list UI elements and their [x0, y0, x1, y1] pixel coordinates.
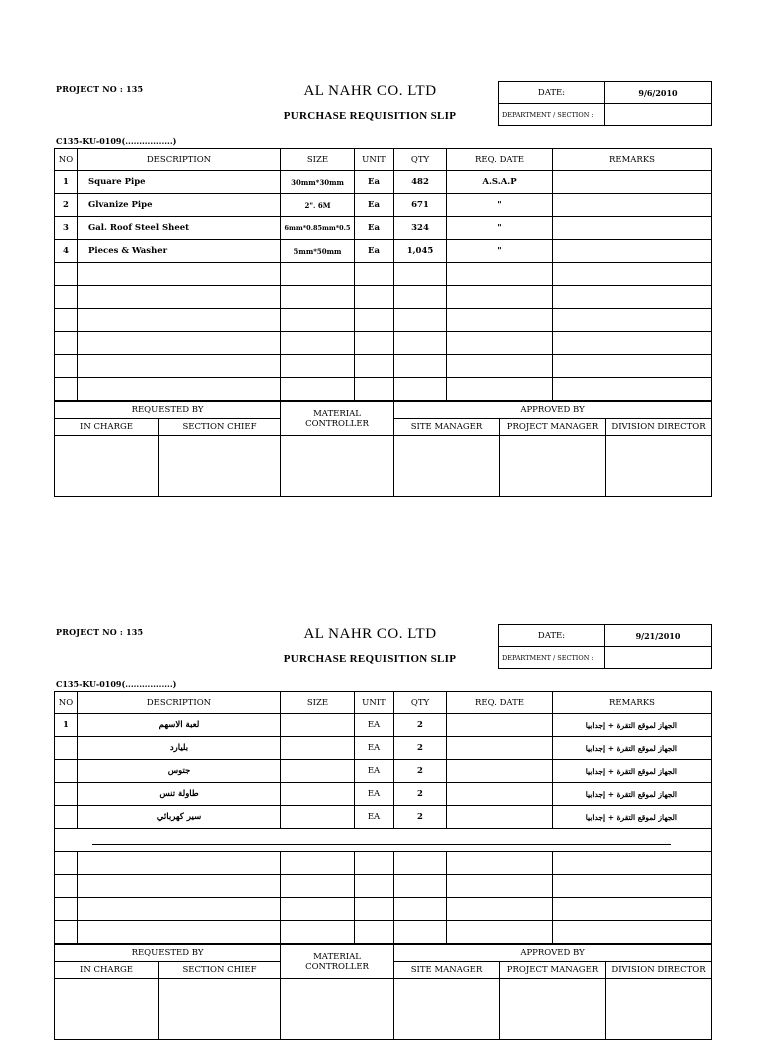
cell-no: 4 — [55, 240, 78, 263]
table-header-row — [55, 149, 712, 171]
cell-remarks: الجهاز لموقع التقرة + إجدابيا — [553, 714, 712, 737]
material-controller-signature[interactable] — [281, 436, 394, 497]
cell-description: جتوس — [78, 760, 281, 783]
cell-remarks: الجهاز لموقع التقرة + إجدابيا — [553, 737, 712, 760]
table-row-empty — [55, 852, 712, 875]
cell-description: Glvanize Pipe — [78, 194, 281, 217]
cell-no: 3 — [55, 217, 78, 240]
requisition-code: C135-KU-0109(.................) — [56, 136, 177, 146]
cell-req-date — [447, 783, 553, 806]
slip-title: PURCHASE REQUISITION SLIP — [283, 653, 457, 665]
table-row — [55, 783, 712, 806]
table-row — [55, 737, 712, 760]
cell-size — [281, 806, 355, 829]
cell-unit: Ea — [355, 194, 394, 217]
header-unit: UNIT — [355, 149, 394, 171]
section-chief-label: SECTION CHIEF — [159, 419, 281, 436]
slip-title: PURCHASE REQUISITION SLIP — [283, 110, 457, 122]
site-manager-signature[interactable] — [394, 436, 500, 497]
date-value[interactable]: 9/21/2010 — [605, 625, 712, 647]
cell-unit: EA — [355, 760, 394, 783]
cell-req-date — [447, 806, 553, 829]
header-unit: UNIT — [355, 692, 394, 714]
signature-boxes — [55, 436, 712, 497]
cell-size — [281, 783, 355, 806]
table-row — [55, 240, 712, 263]
cell-req-date: " — [447, 194, 553, 217]
cell-no — [55, 760, 78, 783]
section-chief-label: SECTION CHIEF — [159, 962, 281, 979]
cell-description: بليارد — [78, 737, 281, 760]
division-director-label: DIVISION DIRECTOR — [606, 419, 712, 436]
table-row — [55, 217, 712, 240]
project-manager-label: PROJECT MANAGER — [500, 419, 606, 436]
cell-description: سير كهربائي — [78, 806, 281, 829]
cell-qty: 2 — [394, 714, 447, 737]
company-name: AL NAHR CO. LTD — [303, 626, 437, 642]
cell-qty: 2 — [394, 783, 447, 806]
project-manager-signature[interactable] — [500, 979, 606, 1040]
department-label: DEPARTMENT / SECTION : — [499, 104, 605, 126]
cell-qty: 2 — [394, 806, 447, 829]
department-value[interactable] — [605, 104, 712, 126]
cell-req-date — [447, 760, 553, 783]
cell-remarks: الجهاز لموقع التقرة + إجدابيا — [553, 783, 712, 806]
header-description: DESCRIPTION — [78, 692, 281, 714]
cell-remarks — [553, 171, 712, 194]
table-row-empty — [55, 875, 712, 898]
cell-description: Pieces & Washer — [78, 240, 281, 263]
cell-no: 2 — [55, 194, 78, 217]
cell-size: 5mm*50mm — [281, 240, 355, 263]
cell-qty: 671 — [394, 194, 447, 217]
approved-by-label: APPROVED BY — [394, 945, 712, 962]
table-row-empty — [55, 355, 712, 378]
cell-qty: 324 — [394, 217, 447, 240]
table-row-empty — [55, 332, 712, 355]
cell-size: 2". 6M — [281, 194, 355, 217]
cell-description: طاولة تنس — [78, 783, 281, 806]
date-department-box — [498, 81, 712, 126]
cell-remarks — [553, 194, 712, 217]
cell-unit: EA — [355, 714, 394, 737]
header-no: NO — [55, 149, 78, 171]
header-size: SIZE — [281, 692, 355, 714]
cell-unit: EA — [355, 806, 394, 829]
header-qty: QTY — [394, 149, 447, 171]
cell-unit: EA — [355, 783, 394, 806]
table-row — [55, 806, 712, 829]
in-charge-label: IN CHARGE — [55, 962, 159, 979]
cell-description: Gal. Roof Steel Sheet — [78, 217, 281, 240]
signature-table — [54, 944, 712, 1040]
in-charge-signature[interactable] — [55, 979, 159, 1040]
requested-by-label: REQUESTED BY — [55, 402, 281, 419]
header-size: SIZE — [281, 149, 355, 171]
cell-qty: 2 — [394, 760, 447, 783]
signature-boxes — [55, 979, 712, 1040]
header-description: DESCRIPTION — [78, 149, 281, 171]
cell-remarks — [553, 217, 712, 240]
table-row-empty — [55, 378, 712, 401]
table-row-empty — [55, 898, 712, 921]
cell-remarks: الجهاز لموقع التقرة + إجدابيا — [553, 760, 712, 783]
table-row-empty — [55, 921, 712, 944]
table-row-empty — [55, 286, 712, 309]
table-header-row — [55, 692, 712, 714]
cell-size: 6mm*0.85mm*0.5 — [281, 217, 355, 240]
table-row — [55, 760, 712, 783]
cell-size — [281, 737, 355, 760]
table-row — [55, 714, 712, 737]
site-manager-label: SITE MANAGER — [394, 419, 500, 436]
cell-no — [55, 783, 78, 806]
header-qty: QTY — [394, 692, 447, 714]
cell-unit: EA — [355, 737, 394, 760]
date-department-box — [498, 624, 712, 669]
approved-by-label: APPROVED BY — [394, 402, 712, 419]
cell-no — [55, 737, 78, 760]
header-req-date: REQ. DATE — [447, 149, 553, 171]
site-manager-signature[interactable] — [394, 979, 500, 1040]
cell-qty: 482 — [394, 171, 447, 194]
signature-table — [54, 401, 712, 497]
department-label: DEPARTMENT / SECTION : — [499, 647, 605, 669]
table-row — [55, 171, 712, 194]
cell-remarks: الجهاز لموقع التقرة + إجدابيا — [553, 806, 712, 829]
table-row-merged — [55, 829, 712, 852]
cell-req-date — [447, 737, 553, 760]
table-row-empty — [55, 309, 712, 332]
cell-description: لعبة الاسهم — [78, 714, 281, 737]
division-director-signature[interactable] — [606, 436, 712, 497]
cell-unit: Ea — [355, 240, 394, 263]
cell-description: Square Pipe — [78, 171, 281, 194]
cell-req-date: " — [447, 217, 553, 240]
cell-no: 1 — [55, 171, 78, 194]
separator-line — [92, 844, 671, 845]
cell-req-date — [447, 714, 553, 737]
section-chief-signature[interactable] — [159, 436, 281, 497]
date-value[interactable]: 9/6/2010 — [605, 82, 712, 104]
division-director-signature[interactable] — [606, 979, 712, 1040]
date-label: DATE: — [499, 625, 605, 647]
header-req-date: REQ. DATE — [447, 692, 553, 714]
site-manager-label: SITE MANAGER — [394, 962, 500, 979]
table-row — [55, 194, 712, 217]
header-no: NO — [55, 692, 78, 714]
date-label: DATE: — [499, 82, 605, 104]
cell-no — [55, 806, 78, 829]
cell-qty: 2 — [394, 737, 447, 760]
department-value[interactable] — [605, 647, 712, 669]
in-charge-label: IN CHARGE — [55, 419, 159, 436]
header-remarks: REMARKS — [553, 149, 712, 171]
project-manager-signature[interactable] — [500, 436, 606, 497]
project-number: PROJECT NO : 135 — [56, 627, 144, 637]
table-row-empty — [55, 263, 712, 286]
cell-unit: Ea — [355, 217, 394, 240]
cell-remarks — [553, 240, 712, 263]
cell-size — [281, 714, 355, 737]
material-controller-signature[interactable] — [281, 979, 394, 1040]
cell-size — [281, 760, 355, 783]
division-director-label: DIVISION DIRECTOR — [606, 962, 712, 979]
project-manager-label: PROJECT MANAGER — [500, 962, 606, 979]
items-table — [54, 691, 712, 944]
cell-size: 30mm*30mm — [281, 171, 355, 194]
items-table — [54, 148, 712, 401]
project-number: PROJECT NO : 135 — [56, 84, 144, 94]
section-chief-signature[interactable] — [159, 979, 281, 1040]
requested-by-label: REQUESTED BY — [55, 945, 281, 962]
company-name: AL NAHR CO. LTD — [303, 83, 437, 99]
in-charge-signature[interactable] — [55, 436, 159, 497]
header-remarks: REMARKS — [553, 692, 712, 714]
cell-qty: 1,045 — [394, 240, 447, 263]
cell-req-date: A.S.A.P — [447, 171, 553, 194]
cell-req-date: " — [447, 240, 553, 263]
material-controller-label: MATERIAL CONTROLLER — [281, 402, 394, 436]
material-controller-label: MATERIAL CONTROLLER — [281, 945, 394, 979]
requisition-code: C135-KU-0109(.................) — [56, 679, 177, 689]
cell-no: 1 — [55, 714, 78, 737]
cell-unit: Ea — [355, 171, 394, 194]
